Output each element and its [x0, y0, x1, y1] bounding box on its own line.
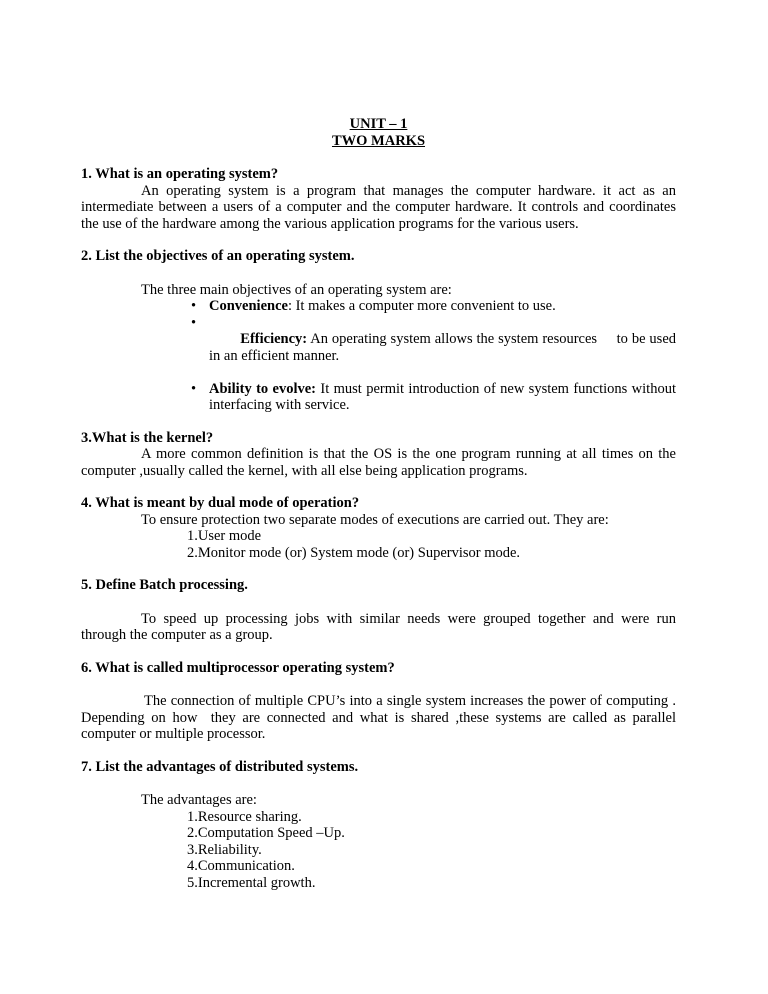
list-item — [191, 381, 676, 414]
question-6 — [81, 659, 680, 743]
page-heading — [81, 116, 676, 149]
question-2-title: 2. List the objectives of an operating system. — [81, 248, 355, 264]
question-1-title: 1. What is an operating system? — [81, 166, 279, 182]
question-7 — [81, 759, 676, 892]
bullet-icon: • — [191, 380, 197, 397]
question-3-title: 3.What is the kernel? — [81, 429, 214, 446]
question-5-title: 5. Define Batch processing. — [81, 577, 248, 593]
question-1 — [81, 166, 676, 232]
objective-text: It makes a computer more convenient to use. — [291, 298, 556, 314]
list-item: 3.Reliability. — [187, 841, 262, 858]
objective-term: Efficiency: — [240, 331, 308, 347]
question-7-intro: The advantages are: — [141, 792, 257, 808]
objective-term: Ability to evolve: — [209, 380, 317, 397]
list-item — [191, 298, 676, 315]
list-item — [191, 314, 680, 381]
objective-separator: : — [287, 298, 292, 314]
list-item: 1.User mode — [187, 528, 262, 544]
bullet-icon: • — [191, 298, 197, 314]
objective-text: An operating system allows the system resources to be used in an efficient manner. — [209, 331, 680, 364]
list-item: 2.Monitor mode (or) System mode (or) Supervisor mode. — [187, 544, 521, 561]
question-1-answer: An operating system is a program that manages the computer hardware. it act as an intermediate between a users of a computer and the computer hardware. It controls and coordinates the use of the hardware among the various application programs for the various users. — [81, 182, 676, 232]
list-item: 4.Communication. — [187, 858, 295, 874]
question-2-intro: The three main objectives of an operating system are: — [141, 281, 452, 298]
question-4-intro: To ensure protection two separate modes of executions are carried out. They are: — [141, 511, 609, 528]
question-3 — [81, 429, 687, 480]
question-3-answer: A more common definition is that the OS is the one program running at all times on the computer ,usually called the kernel, with all else being application programs. — [81, 446, 687, 479]
objectives-list — [81, 298, 680, 414]
bullet-icon: • — [191, 314, 197, 331]
question-6-title: 6. What is called multiprocessor operating system? — [81, 659, 395, 676]
question-5 — [81, 577, 676, 644]
list-item: 2.Computation Speed –Up. — [187, 825, 345, 841]
question-6-answer: The connection of multiple CPU’s into a single system increases the power of computing . Depending on how they are connected and what is shared ,these systems are called as parallel computer or multiple processor. — [81, 693, 680, 742]
question-2 — [81, 248, 680, 414]
list-item: 5.Incremental growth. — [187, 874, 316, 891]
objective-term: Convenience — [209, 298, 288, 314]
question-4-title: 4. What is meant by dual mode of operation? — [81, 495, 360, 511]
objective-text: It must permit introduction of new system functions without interfacing with service. — [209, 380, 676, 413]
question-5-answer: To speed up processing jobs with similar needs were grouped together and were run through the computer as a group. — [81, 610, 676, 643]
unit-title: UNIT – 1 — [349, 116, 408, 132]
list-item: 1.Resource sharing. — [187, 808, 302, 825]
question-7-title: 7. List the advantages of distributed systems. — [81, 758, 359, 775]
question-4 — [81, 495, 676, 561]
marks-title: TWO MARKS — [331, 132, 426, 149]
